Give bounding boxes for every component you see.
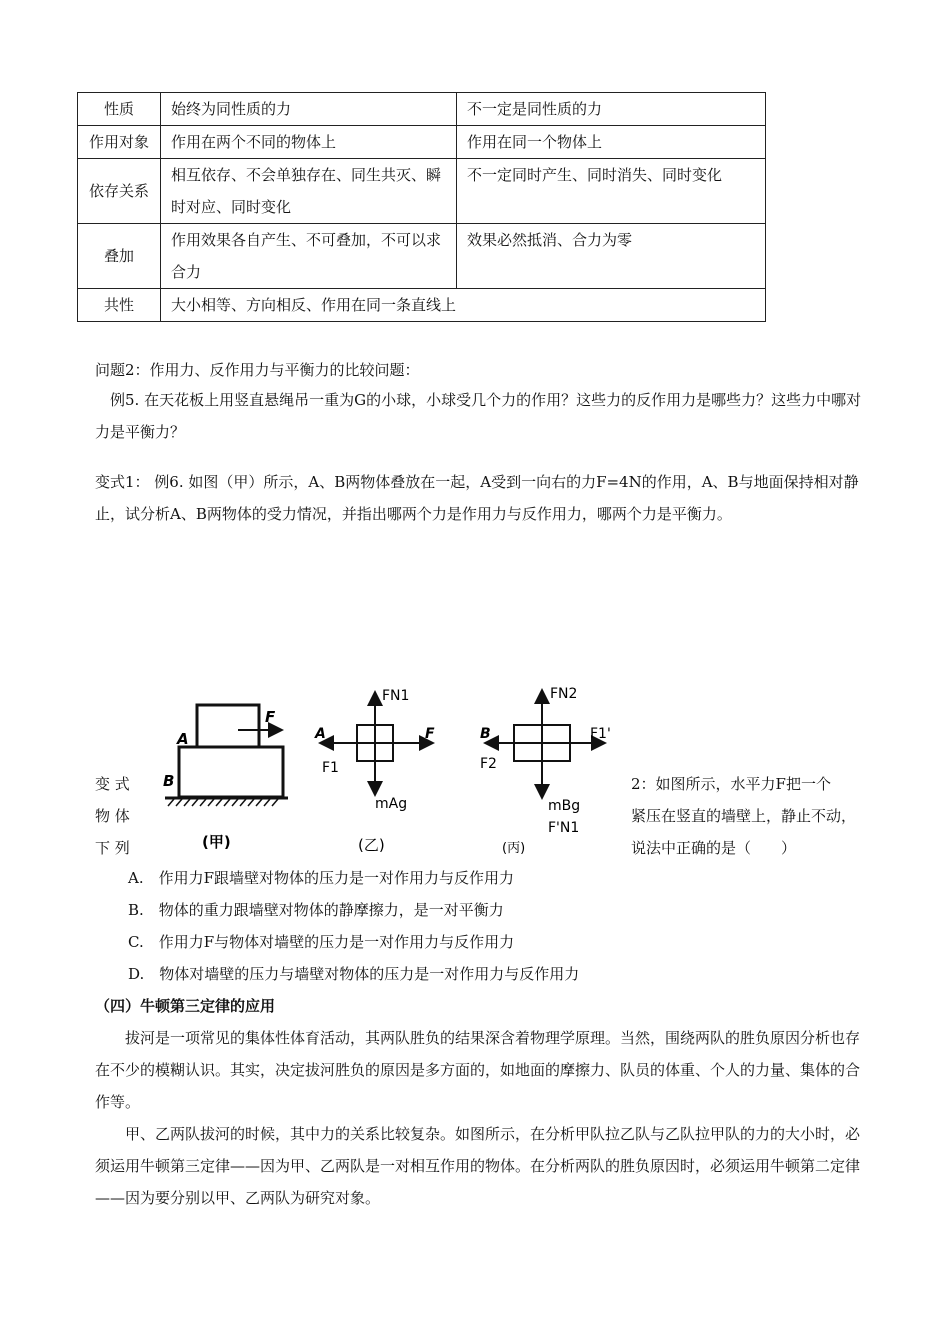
ground-hatch — [168, 799, 278, 806]
table-cell: 效果必然抵消、合力为零 — [457, 224, 766, 289]
label-f: F — [425, 726, 435, 742]
option-a: A. 作用力F跟墙壁对物体的压力是一对作用力与反作用力 — [128, 869, 515, 887]
table-cell: 不一定同时产生、同时消失、同时变化 — [457, 159, 766, 224]
row-label: 性质 — [78, 93, 161, 126]
option-b: B. 物体的重力跟墙壁对物体的静摩擦力，是一对平衡力 — [128, 901, 504, 919]
label-b: B — [480, 726, 491, 742]
text-line: 变 式 — [95, 775, 130, 793]
label-fn1: FN1 — [382, 688, 410, 704]
label-a: A — [315, 726, 326, 742]
row-label: 作用对象 — [78, 126, 161, 159]
question-2: 问题2：作用力、反作用力与平衡力的比较问题： — [95, 361, 420, 379]
label-f2: F2 — [480, 756, 497, 772]
table-row — [78, 93, 766, 126]
section-4-paragraph-1: 拔河是一项常见的集体性体育活动，其两队胜负的结果深含着物理学原理。当然，围绕两队的胜负原因分析也存在不少的模糊认识。其实，决定拔河胜负的原因是多方面的，如地面的摩擦力、队员的体重、个人的力量、集体的合作等。 — [95, 1029, 861, 1111]
text-line: 说法中正确的是（ ） — [631, 839, 797, 857]
option-d: D. 物体对墙壁的压力与墙壁对物体的压力是一对作用力与反作用力 — [128, 965, 580, 983]
caption-bing: (丙) — [502, 841, 526, 856]
text-line: 紧压在竖直的墙壁上，静止不动， — [631, 807, 857, 825]
table-cell: 大小相等、方向相反、作用在同一条直线上 — [161, 289, 766, 322]
table-cell: 相互依存、不会单独存在、同生共灭、瞬时对应、同时变化 — [161, 159, 457, 224]
row-label: 共性 — [78, 289, 161, 322]
variant-2-left — [95, 768, 130, 864]
figure-jia — [163, 705, 288, 851]
table-cell: 不一定是同性质的力 — [457, 93, 766, 126]
table-row — [78, 159, 766, 224]
variant-2-right — [631, 768, 856, 864]
row-label: 依存关系 — [78, 159, 161, 224]
table-cell: 作用在同一个物体上 — [457, 126, 766, 159]
label-b: B — [163, 772, 175, 790]
label-f1: F1 — [322, 760, 339, 776]
block-b — [179, 747, 283, 797]
section-4-paragraph-2: 甲、乙两队拔河的时候，其中力的关系比较复杂。如图所示，在分析甲队拉乙队与乙队拉甲队的力的大小时，必须运用牛顿第三定律——因为甲、乙两队是一对相互作用的物体。在分析两队的胜负原因时，必须运用牛顿第二定律——因为要分别以甲、乙两队为研究对象。 — [95, 1125, 861, 1207]
comparison-table — [77, 92, 766, 322]
label-mag: mAg — [375, 796, 408, 812]
text-line: 2：如图所示，水平力F把一个 — [631, 775, 831, 793]
option-c: C. 作用力F与物体对墙壁的压力是一对作用力与反作用力 — [128, 933, 515, 951]
table-cell: 作用在两个不同的物体上 — [161, 126, 457, 159]
table-row — [78, 126, 766, 159]
variant-1: 变式1： 例6. 如图（甲）所示，A、B两物体叠放在一起，A受到一向右的力F=4N的作用，A、B与地面保持相对静止，试分析A、B两物体的受力情况，并指出哪两个力是作用力与反作用力，哪两个力是平衡力。 — [95, 473, 859, 523]
label-a: A — [177, 730, 189, 748]
text-line: 物 体 — [95, 807, 130, 825]
table-cell: 作用效果各自产生、不可叠加，不可以求合力 — [161, 224, 457, 289]
block-a — [197, 705, 259, 747]
table-row — [78, 289, 766, 322]
label-fn2: FN2 — [550, 686, 578, 702]
example-5: 例5. 在天花板上用竖直悬绳吊一重为G的小球，小球受几个力的作用？这些力的反作用力是哪些力？这些力中哪对力是平衡力？ — [95, 391, 862, 441]
caption-jia: (甲) — [202, 833, 231, 851]
figure-bing — [480, 686, 611, 856]
text-line: 下 列 — [95, 839, 130, 857]
force-diagram-figure — [150, 680, 630, 865]
table-cell: 始终为同性质的力 — [161, 93, 457, 126]
caption-yi: (乙) — [358, 836, 385, 854]
label-f1-prime: F1' — [590, 726, 611, 742]
label-f: F — [265, 708, 276, 726]
row-label: 叠加 — [78, 224, 161, 289]
label-fn1-prime: F'N1 — [548, 820, 580, 836]
table-row — [78, 224, 766, 289]
section-4-title: （四）牛顿第三定律的应用 — [95, 997, 276, 1015]
label-mbg: mBg — [548, 798, 581, 814]
figure-yi — [314, 688, 435, 854]
